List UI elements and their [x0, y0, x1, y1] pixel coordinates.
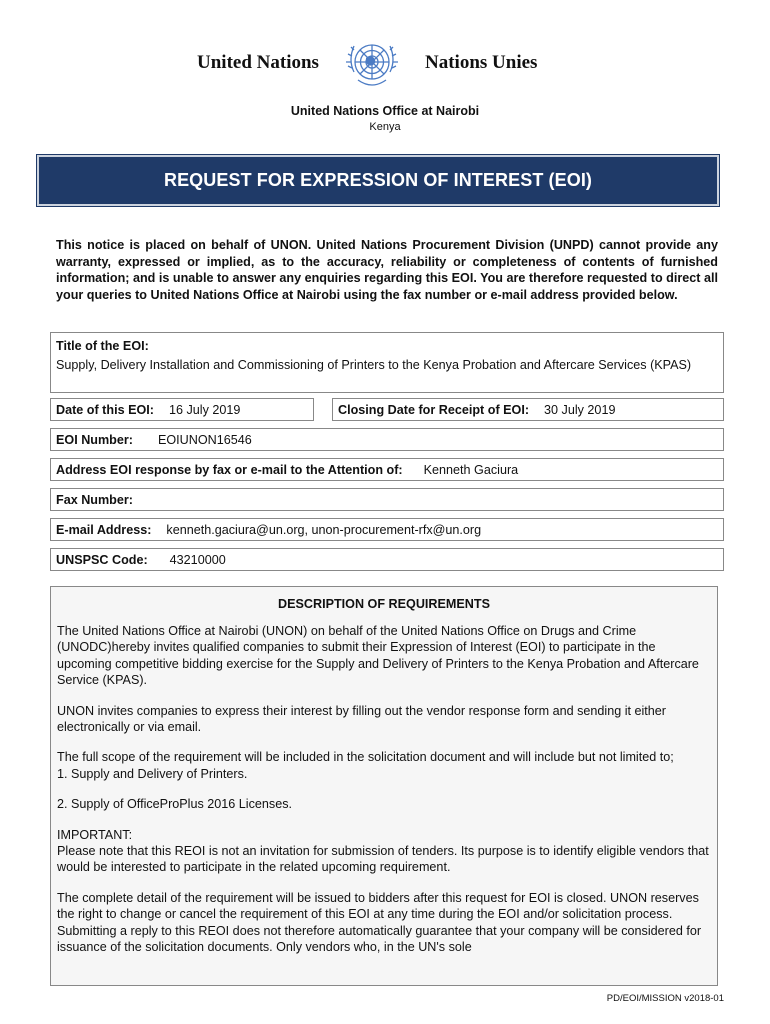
- banner-title: REQUEST FOR EXPRESSION OF INTEREST (EOI): [163, 170, 593, 190]
- eoi-banner: [37, 155, 719, 206]
- eoi-date-value: 16 July 2019: [168, 402, 241, 417]
- un-emblem-icon: [340, 32, 404, 96]
- attention-label: Address EOI response by fax or e-mail to the Attention of:: [56, 462, 403, 477]
- form-code: PD/EOI/MISSION v2018-01: [606, 993, 724, 1004]
- unspsc-code-value: 43210000: [169, 552, 226, 567]
- description-paragraph: UNON invites companies to express their interest by filling out the vendor response form and sending it either electronically or via email.: [57, 703, 667, 735]
- email-address-value: kenneth.gaciura@un.org, unon-procurement-rfx@un.org: [166, 522, 482, 537]
- scope-intro: The full scope of the requirement will be included in the solicitation document and will include but not limited to;: [57, 750, 674, 765]
- eoi-title-field: [50, 332, 724, 393]
- email-address-label: E-mail Address:: [56, 522, 152, 537]
- closing-date-value: 30 July 2019: [544, 402, 616, 417]
- attention-value: Kenneth Gaciura: [423, 462, 519, 477]
- attention-field: [50, 458, 724, 481]
- eoi-number-field: [50, 428, 724, 451]
- closing-date-label: Closing Date for Receipt of EOI:: [338, 402, 530, 417]
- eoi-title-label: Title of the EOI:: [56, 339, 149, 353]
- eoi-number-value: EOIUNON16546: [157, 432, 252, 447]
- scope-item-licenses: 2. Supply of OfficeProPlus 2016 Licenses.: [57, 797, 292, 812]
- fax-number-label: Fax Number:: [56, 492, 133, 507]
- office-name: United Nations Office at Nairobi: [290, 104, 480, 118]
- description-paragraph: The complete detail of the requirement will be issued to bidders after this request for EOI is closed. UNON reserves the right to change or cancel the requirement of this EOI at any time during the EOI and/or solicitation process. Submitting a reply to this REOI does not therefore automatically guarantee that your company will be considered for issuance of the solicitation documents. Only vendors who, in the UN's sole: [57, 890, 702, 955]
- office-country: Kenya: [369, 121, 401, 133]
- important-note: Please note that this REOI is not an invitation for submission of tenders. Its purpose is to identify eligible vendors that would be interested to participate in the related upcoming requirement.: [57, 844, 709, 875]
- unspsc-code-field: [50, 548, 724, 571]
- description-paragraph: The United Nations Office at Nairobi (UNON) on behalf of the United Nations Office on Drugs and Crime (UNODC)hereby invites qualified companies to submit their Expression of Interest (EOI) to participate in the upcoming competitive bidding exercise for the Supply and Delivery of Printers to the Kenya Probation and Aftercare Service (KPAS).: [57, 624, 699, 688]
- important-label: IMPORTANT:: [57, 827, 133, 842]
- requirements-title: DESCRIPTION OF REQUIREMENTS: [277, 597, 490, 611]
- eoi-number-label: EOI Number:: [56, 432, 133, 447]
- letterhead: [0, 30, 770, 100]
- description-paragraph: [57, 827, 711, 876]
- disclaimer-notice: This notice is placed on behalf of UNON. United Nations Procurement Division (UNPD) cannot provide any warranty, expressed or implied, as to the accuracy, reliability or completeness of contents of furnished information; and is unable to answer any enquiries regarding this EOI. You are therefore requested to direct all your queries to United Nations Office at Nairobi using the fax number or e-mail address provided below.: [56, 238, 718, 302]
- org-name-french: Nations Unies: [425, 52, 538, 73]
- eoi-date-label: Date of this EOI:: [56, 402, 154, 417]
- requirements-description: [50, 586, 718, 986]
- email-address-field: [50, 518, 724, 541]
- scope-item-printers: 1. Supply and Delivery of Printers.: [57, 766, 248, 781]
- fax-number-field: [50, 488, 724, 511]
- eoi-title-value: Supply, Delivery Installation and Commissioning of Printers to the Kenya Probation and Aftercare Services (KPAS): [56, 358, 692, 372]
- unspsc-code-label: UNSPSC Code:: [56, 552, 148, 567]
- org-name-english: United Nations: [197, 52, 319, 73]
- eoi-date-field: [50, 398, 314, 421]
- description-paragraph: [57, 749, 711, 782]
- closing-date-field: [332, 398, 724, 421]
